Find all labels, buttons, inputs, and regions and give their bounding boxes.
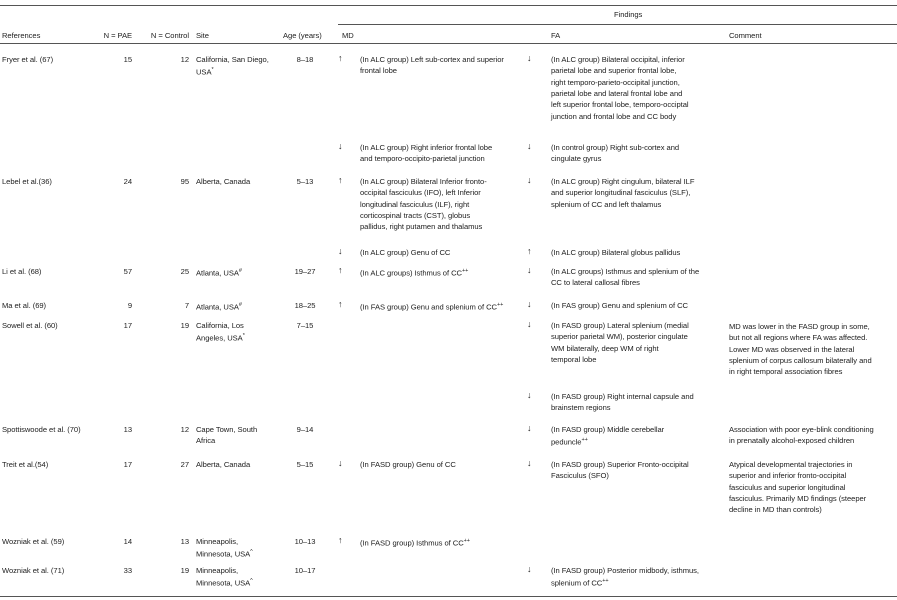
table-row-n-control: 13 — [180, 537, 189, 546]
table-row-site: Cape Town, South — [196, 425, 258, 434]
fa-direction-icon: ↓ — [527, 175, 532, 185]
table-row-n-control: 95 — [180, 177, 189, 186]
table-row-reference: Ma et al. (69) — [2, 301, 47, 310]
table-row-n-pae: 17 — [123, 460, 132, 469]
table-row-n-control: 27 — [180, 460, 189, 469]
comment-text: Lower MD was observed in the lateral — [729, 344, 855, 354]
table-row-site: Alberta, Canada — [196, 177, 251, 186]
table-row-n-pae: 13 — [123, 425, 132, 434]
table-row-reference: Li et al. (68) — [2, 267, 42, 276]
fa-finding-text: parietal lobe and superior frontal lobe, — [551, 66, 677, 76]
column-header-site: Site — [196, 31, 209, 40]
fa-direction-icon: ↑ — [527, 246, 532, 256]
table-row-n-pae: 9 — [127, 301, 132, 310]
md-direction-icon: ↓ — [338, 458, 343, 468]
comment-text: Association with poor eye-blink conditioning — [729, 425, 874, 434]
fa-finding-text: cingulate gyrus — [551, 154, 602, 164]
fa-direction-icon: ↓ — [527, 319, 532, 329]
fa-finding-text: (In ALC group) Bilateral occipital, inferior — [551, 55, 685, 64]
table-row-age: 10–13 — [294, 537, 316, 546]
table-row-n-control: 19 — [180, 321, 189, 330]
table-row-reference: Spottiswoode et al. (70) — [2, 425, 81, 434]
fa-finding-text: splenium of CC++ — [551, 578, 609, 588]
comment-text: in prenatally alcohol-exposed children — [729, 436, 855, 446]
fa-finding-text: and superior longitudinal fasciculus (SLF), — [551, 188, 691, 198]
table-row-age: 5–13 — [296, 177, 314, 186]
fa-finding-text: splenium of CC and left thalamus — [551, 199, 662, 209]
md-finding-text: (In FASD group) Genu of CC — [360, 460, 456, 469]
fa-direction-icon: ↓ — [527, 390, 532, 400]
column-header-n-pae: N = PAE — [103, 31, 132, 40]
table-rule — [0, 5, 897, 6]
comment-text: Atypical developmental trajectories in — [729, 460, 853, 469]
table-row-site: Alberta, Canada — [196, 460, 251, 469]
md-finding-text: (In FAS group) Genu and splenium of CC++ — [360, 302, 504, 312]
md-finding-text: longitudinal fasciculus (ILF), right — [360, 199, 470, 209]
table-row-site: Atlanta, USA# — [196, 302, 242, 312]
table-row-reference: Sowell et al. (60) — [2, 321, 58, 330]
table-row-reference: Fryer et al. (67) — [2, 55, 54, 64]
table-row-age: 5–15 — [296, 460, 314, 469]
fa-finding-text: (In ALC group) Right cingulum, bilateral ILF — [551, 177, 695, 186]
fa-direction-icon: ↓ — [527, 564, 532, 574]
fa-finding-text: Fasciculus (SFO) — [551, 471, 609, 481]
md-direction-icon: ↑ — [338, 299, 343, 309]
fa-finding-text: WM bilaterally, deep WM of right — [551, 343, 659, 353]
table-row-age: 7–15 — [296, 321, 314, 330]
fa-finding-text: parietal lobe and lateral frontal lobe and — [551, 88, 683, 98]
comment-text: fasciculus. Primarily MD findings (steeper — [729, 493, 867, 503]
md-finding-text: (In ALC groups) Isthmus of CC++ — [360, 268, 469, 278]
table-row-site: Minneapolis, — [196, 537, 239, 546]
table-row-age: 19–27 — [294, 267, 316, 276]
table-row-age: 8–18 — [296, 55, 314, 64]
table-row-site: Atlanta, USA# — [196, 268, 242, 278]
column-header-comment: Comment — [729, 31, 762, 40]
fa-finding-text: junction and frontal lobe and CC body — [551, 111, 677, 121]
table-row-n-pae: 14 — [123, 537, 132, 546]
column-header-n-control: N = Control — [150, 31, 189, 40]
md-finding-text: (In ALC group) Left sub-cortex and superior — [360, 55, 504, 64]
table-row-age: 10–17 — [294, 566, 316, 575]
table-rule — [0, 43, 897, 44]
comment-text: MD was lower in the FASD group in some, — [729, 322, 870, 331]
fa-finding-text: temporal lobe — [551, 354, 597, 364]
column-header-md: MD — [342, 31, 354, 40]
table-row-n-control: 12 — [180, 55, 189, 64]
table-row-site: California, San Diego, — [196, 55, 269, 64]
fa-finding-text: brainstem regions — [551, 403, 611, 413]
table-row-reference: Treit et al.(54) — [2, 460, 49, 469]
table-row-reference: Wozniak et al. (71) — [2, 566, 65, 575]
comment-text: in right temporal association fibres — [729, 367, 843, 377]
comment-text: fasciculus and superior longitudinal — [729, 482, 846, 492]
fa-finding-text: (In ALC group) Bilateral globus pallidus — [551, 248, 681, 257]
fa-finding-text: (In control group) Right sub-cortex and — [551, 143, 680, 152]
fa-finding-text: superior parietal WM), posterior cingulate — [551, 332, 688, 342]
table-row-n-pae: 33 — [123, 566, 132, 575]
table-row-site: USA* — [196, 67, 214, 77]
table-row-age: 9–14 — [296, 425, 314, 434]
md-finding-text: frontal lobe — [360, 66, 397, 76]
table-row-site: Africa — [196, 436, 216, 446]
comment-text: decline in MD than controls) — [729, 505, 822, 515]
comment-text: superior and inferior fronto-occipital — [729, 471, 847, 481]
md-finding-text: (In FASD group) Isthmus of CC++ — [360, 538, 470, 548]
fa-direction-icon: ↓ — [527, 265, 532, 275]
table-row-site: California, Los — [196, 321, 244, 330]
fa-finding-text: (In FASD group) Superior Fronto-occipital — [551, 460, 689, 469]
table-row-reference: Wozniak et al. (59) — [2, 537, 65, 546]
column-header-age: Age (years) — [283, 31, 322, 40]
fa-finding-text: (In FAS group) Genu and splenium of CC — [551, 301, 688, 310]
md-finding-text: (In ALC group) Bilateral Inferior fronto- — [360, 177, 487, 186]
column-header-fa: FA — [551, 31, 561, 40]
fa-finding-text: left superior frontal lobe, temporo-occiptal — [551, 100, 689, 110]
table-row-n-control: 25 — [180, 267, 189, 276]
md-direction-icon: ↑ — [338, 175, 343, 185]
findings-header: Findings — [614, 10, 643, 19]
table-row-reference: Lebel et al.(36) — [2, 177, 52, 186]
md-finding-text: and temporo-occipito-parietal junction — [360, 154, 485, 164]
table-row-site: Minnesota, USA^ — [196, 549, 253, 559]
md-direction-icon: ↑ — [338, 535, 343, 545]
md-direction-icon: ↓ — [338, 141, 343, 151]
fa-finding-text: CC to lateral callosal fibres — [551, 278, 640, 288]
table-row-n-control: 19 — [180, 566, 189, 575]
fa-finding-text: right temporo-parieto-occipital junction, — [551, 77, 680, 87]
md-finding-text: corticospinal tracts (CST), globus — [360, 210, 471, 220]
table-row-n-pae: 24 — [123, 177, 132, 186]
table-row-site: Minneapolis, — [196, 566, 239, 575]
table-rule — [338, 24, 897, 25]
comment-text: but not all regions where FA was affected. — [729, 333, 868, 343]
fa-finding-text: (In FASD group) Right internal capsule and — [551, 392, 694, 401]
fa-direction-icon: ↓ — [527, 53, 532, 63]
md-direction-icon: ↓ — [338, 246, 343, 256]
fa-direction-icon: ↓ — [527, 141, 532, 151]
table-row-n-control: 12 — [180, 425, 189, 434]
fa-direction-icon: ↓ — [527, 423, 532, 433]
md-finding-text: pallidus, right putamen and thalamus — [360, 222, 483, 232]
comment-text: splenium of corpus callosum bilaterally and — [729, 355, 872, 365]
column-header-references: References — [2, 31, 41, 40]
table-row-age: 18–25 — [294, 301, 316, 310]
fa-finding-text: (In FASD group) Middle cerebellar — [551, 425, 665, 434]
table-row-site: Angeles, USA* — [196, 333, 245, 343]
fa-direction-icon: ↓ — [527, 299, 532, 309]
md-finding-text: (In ALC group) Right inferior frontal lobe — [360, 143, 493, 152]
fa-finding-text: (In FASD group) Lateral splenium (medial — [551, 321, 689, 330]
md-finding-text: occipital fasciculus (IFO), left Inferior — [360, 188, 481, 198]
table-row-n-pae: 15 — [123, 55, 132, 64]
table-row-site: Minnesota, USA^ — [196, 578, 253, 588]
fa-direction-icon: ↓ — [527, 458, 532, 468]
md-finding-text: (In ALC group) Genu of CC — [360, 248, 451, 257]
table-row-n-control: 7 — [184, 301, 189, 310]
md-direction-icon: ↑ — [338, 53, 343, 63]
md-direction-icon: ↑ — [338, 265, 343, 275]
table-row-n-pae: 17 — [123, 321, 132, 330]
fa-finding-text: peduncle++ — [551, 437, 588, 447]
fa-finding-text: (In ALC groups) Isthmus and splenium of the — [551, 267, 700, 276]
table-row-n-pae: 57 — [123, 267, 132, 276]
fa-finding-text: (In FASD group) Posterior midbody, isthmus, — [551, 566, 699, 575]
table-rule — [0, 596, 897, 597]
